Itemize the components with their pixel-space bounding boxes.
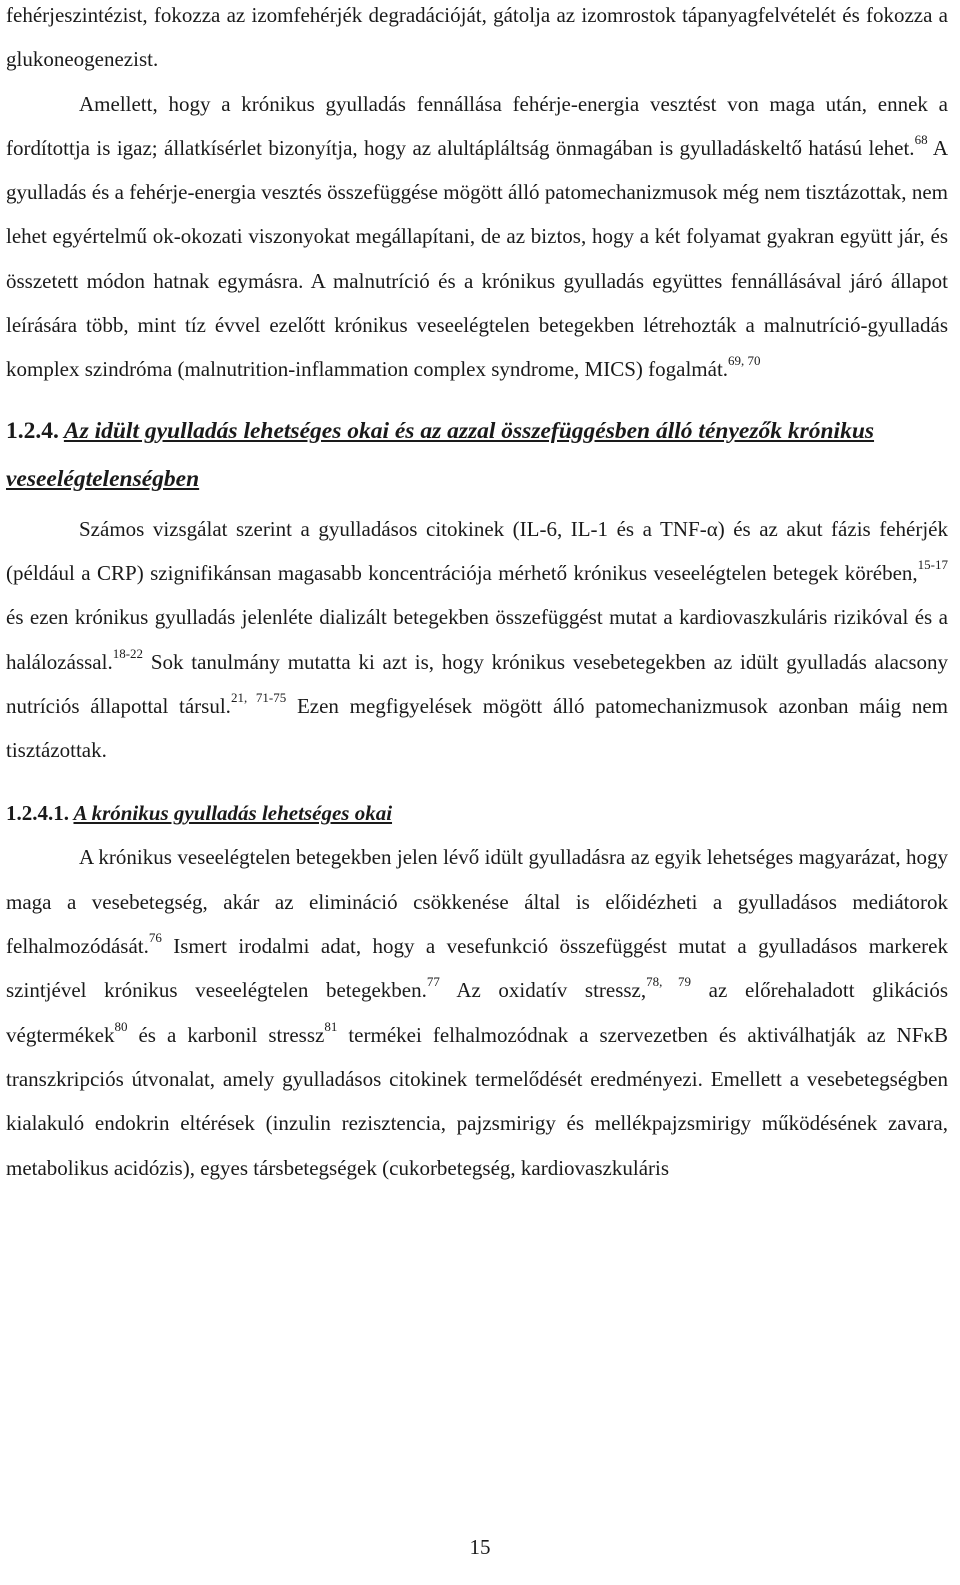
paragraph-cytokines bbox=[6, 507, 948, 773]
paragraph-text: és ezen krónikus gyulladás jelenléte dializált betegekben összefüggést mutat a kardiovaszkuláris rizikóval és a halálozással. bbox=[6, 605, 948, 674]
citation-superscript: 21, 71-75 bbox=[230, 689, 287, 705]
section-heading-1-2-4 bbox=[6, 407, 948, 503]
paragraph-text: fehérjeszintézist, fokozza az izomfehérjék degradációját, gátolja az izomrostok tápanyagfelvételét és fokozza a glukoneogenezist. bbox=[6, 3, 948, 72]
page-number: 15 bbox=[469, 1535, 491, 1559]
citation-superscript: 15-17 bbox=[917, 556, 948, 572]
paragraph-text: A gyulladás és a fehérje-energia vesztés összefüggése mögött álló patomechanizmusok még nem tisztázottak, nem lehet egyértelmű ok-okozati viszonyokat megállapítani, de az biztos, hogy a két folyamat gyakran együtt jár, és összetett módon hatnak egymásra. A malnutríció és a krónikus gyulladás együttes fennállásával járó állapot leírására több, mint tíz évvel ezelőtt krónikus veseelégtelen betegekben létrehozták a malnutríció-gyulladás komplex szindróma (malnutrition-inflammation complex syndrome, MICS) fogalmát. bbox=[6, 135, 948, 382]
section-title: Az idült gyulladás lehetséges okai és az azzal összefüggésben álló tényezők krónikus veseelégtelenségben bbox=[6, 417, 875, 492]
paragraph-continuation bbox=[6, 0, 948, 82]
paragraph-text: termékei felhalmozódnak a szervezetben és aktiválhatják az NFκB transzkripciós útvonalat, amely gyulladásos citokinek termelődését eredményezi. Emellett a vesebetegségben kialakuló endokrin eltérések (inzulin rezisztencia, pajzsmirigy és mellékpajzsmirigy működésének zavara, metabolikus acidózis), egyes társbetegségek (cukorbetegség, kardiovaszkuláris bbox=[6, 1022, 948, 1180]
citation-superscript: 18-22 bbox=[112, 645, 144, 661]
paragraph-causes bbox=[6, 835, 948, 1189]
citation-superscript: 80 bbox=[114, 1018, 128, 1034]
citation-superscript: 68 bbox=[914, 131, 928, 147]
paragraph-text: az előrehaladott glikációs végtermékek bbox=[6, 978, 949, 1047]
paragraph-mics bbox=[6, 82, 948, 392]
citation-superscript: 78, 79 bbox=[646, 974, 692, 990]
section-title: A krónikus gyulladás lehetséges okai bbox=[73, 801, 393, 826]
section-number: 1.2.4.1. bbox=[6, 801, 69, 826]
paragraph-text: Amellett, hogy a krónikus gyulladás fennállása fehérje-energia vesztést von maga után, ennek a fordítottja is igaz; állatkísérlet bizonyítja, hogy az alultápláltság önmagában is gyulladáskeltő hatású lehet. bbox=[6, 91, 948, 160]
paragraph-text: Ismert irodalmi adat, hogy a vesefunkció összefüggést mutat a gyulladásos markerek szintjével krónikus veseelégtelen betegekben. bbox=[6, 934, 948, 1003]
paragraph-text: A krónikus veseelégtelen betegekben jelen lévő idült gyulladásra az egyik lehetséges magyarázat, hogy maga a vesebetegség, akár az elimináció csökkenése által is előidézheti a gyulladásos mediátorok felhalmozódását. bbox=[6, 845, 948, 959]
paragraph-text: és a karbonil stressz bbox=[127, 1022, 325, 1047]
citation-superscript: 69, 70 bbox=[728, 353, 761, 369]
section-number: 1.2.4. bbox=[6, 417, 59, 444]
paragraph-text: Sok tanulmány mutatta ki azt is, hogy krónikus vesebetegekben az idült gyulladás alacsony nutríciós állapottal társul. bbox=[6, 649, 948, 718]
citation-superscript: 76 bbox=[148, 930, 162, 946]
paragraph-text: Számos vizsgálat szerint a gyulladásos citokinek (IL-6, IL-1 és a TNF-α) és az akut fázis fehérjék (például a CRP) szignifikánsan magasabb koncentrációja mérhető krónikus veseelégtelen betegek körében, bbox=[6, 516, 948, 585]
citation-superscript: 77 bbox=[426, 974, 440, 990]
paragraph-text: Ezen megfigyelések mögött álló patomechanizmusok azonban máig nem tisztázottak. bbox=[6, 693, 948, 763]
section-heading-1-2-4-1 bbox=[6, 791, 948, 835]
paragraph-text: Az oxidatív stressz, bbox=[439, 978, 647, 1003]
citation-superscript: 81 bbox=[324, 1018, 338, 1034]
